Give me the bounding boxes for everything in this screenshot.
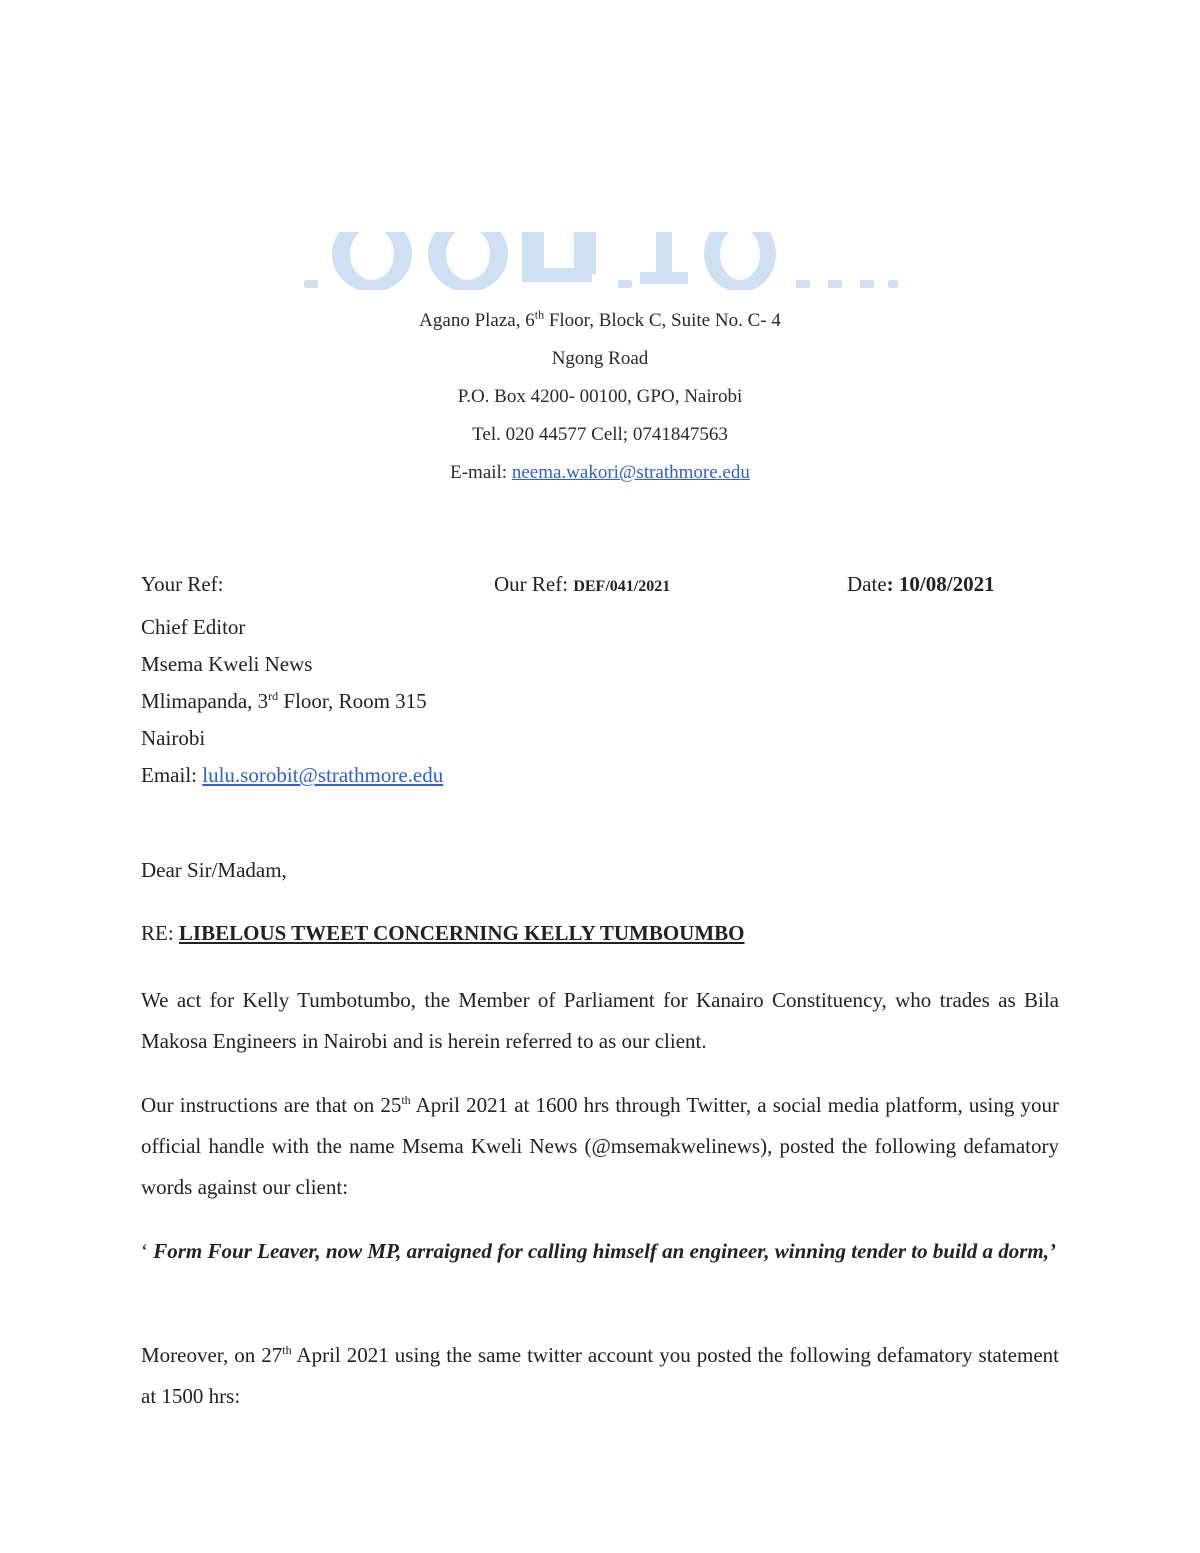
letterhead-email-link[interactable]: neema.wakori@strathmore.edu <box>511 462 750 483</box>
recipient-email-link[interactable]: lulu.sorobit@strathmore.edu <box>202 763 444 787</box>
letter-date: Date: 10/08/2021 <box>847 572 995 596</box>
address-line-3: P.O. Box 4200- 00100, GPO, Nairobi <box>457 386 743 407</box>
recipient-line-1: Chief Editor <box>141 615 246 639</box>
letterhead-logo-watermark <box>300 232 900 290</box>
recipient-email-line: Email: lulu.sorobit@strathmore.edu <box>141 763 444 787</box>
body-paragraph-1: We act for Kelly Tumbotumbo, the Member of Parliament for Kanairo Constituency, who trades as Bila Makosa Engineers in Nairobi and is herein referred to as our client. <box>141 988 1059 1053</box>
reference-row <box>141 572 1061 604</box>
letterhead-address <box>0 302 1200 492</box>
defamatory-quote: ‘ Form Four Leaver, now MP, arraigned for calling himself an engineer, winning tender to build a dorm,’ <box>141 1239 1056 1263</box>
letterhead-email-line: E-mail: neema.wakori@strathmore.edu <box>450 462 750 483</box>
recipient-address <box>141 609 443 794</box>
recipient-line-2: Msema Kweli News <box>141 652 313 676</box>
quote-text: Form Four Leaver, now MP, arraigned for calling himself an engineer, winning tender to build a dorm,’ <box>153 1239 1056 1263</box>
our-ref-value: DEF/041/2021 <box>573 578 671 595</box>
body-paragraph-3: Moreover, on 27th April 2021 using the same twitter account you posted the following defamatory statement at 1500 hrs: <box>141 1343 1059 1408</box>
address-line-4: Tel. 020 44577 Cell; 0741847563 <box>472 424 728 445</box>
letter-date-value: 10/08/2021 <box>898 572 995 596</box>
your-ref: Your Ref: <box>141 572 224 596</box>
recipient-line-3: Mlimapanda, 3rd Floor, Room 315 <box>141 689 427 713</box>
salutation: Dear Sir/Madam, <box>141 858 287 882</box>
address-line-1: Agano Plaza, 6th Floor, Block C, Suite No. C- 4 <box>419 307 781 331</box>
subject-title: LIBELOUS TWEET CONCERNING KELLY TUMBOUMBO <box>178 921 745 945</box>
subject-line: RE: LIBELOUS TWEET CONCERNING KELLY TUMBOUMBO <box>141 921 745 945</box>
our-ref: Our Ref: DEF/041/2021 <box>494 572 671 596</box>
recipient-line-4: Nairobi <box>141 726 206 750</box>
address-line-2: Ngong Road <box>551 348 649 369</box>
body-paragraph-2: Our instructions are that on 25th April 2021 at 1600 hrs through Twitter, a social media platform, using your official handle with the name Msema Kweli News (@msemakwelinews), posted the following defamatory words against our client: <box>141 1093 1059 1199</box>
